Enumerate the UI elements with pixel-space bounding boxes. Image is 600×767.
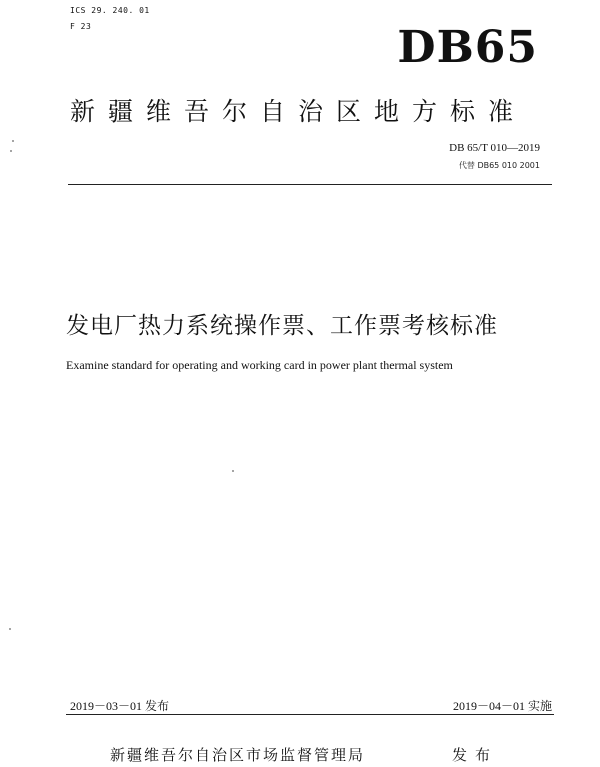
ccs-code: F 23 <box>70 22 92 31</box>
publish-date: 2019－03－01 发布 <box>70 699 170 713</box>
implement-date: 2019－04－01 实施 <box>452 699 552 713</box>
standard-type-title: 新疆维吾尔自治区地方标准 <box>70 97 527 126</box>
scan-speck <box>232 470 234 472</box>
ics-code: ICS 29. 240. 01 <box>70 6 150 15</box>
header-divider <box>68 184 552 185</box>
scan-speck <box>9 628 11 630</box>
standard-code: DB65 <box>397 22 538 73</box>
scan-speck <box>12 140 14 142</box>
standard-number: DB 65/T 010—2019 <box>449 142 540 154</box>
footer-divider <box>66 714 554 715</box>
issuing-authority: 新疆维吾尔自治区市场监督管理局 <box>110 746 366 764</box>
document-title: 发电厂热力系统操作票、工作票考核标准 <box>66 313 498 339</box>
scan-speck <box>10 150 12 152</box>
replaces-standard: 代替 DB65 010 2001 <box>458 161 540 170</box>
document-title-english: Examine standard for operating and working card in power plant thermal system <box>66 358 453 372</box>
issued-label: 发布 <box>452 746 499 764</box>
